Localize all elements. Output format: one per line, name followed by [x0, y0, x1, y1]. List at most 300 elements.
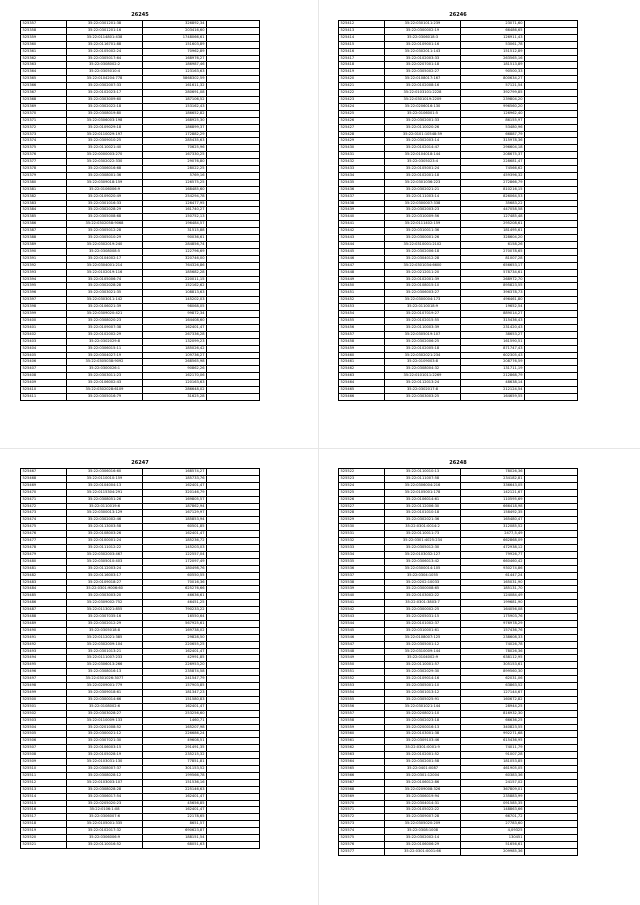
row-number-cell: 525367 [21, 90, 67, 97]
note-cell [207, 765, 260, 772]
value-cell: 168574,27 [143, 469, 207, 476]
table-row [21, 317, 260, 324]
cadastral-number-cell: 35:22:0304:1055 [385, 572, 461, 579]
value-cell: 60550,55 [143, 572, 207, 579]
table-row [21, 304, 260, 311]
value-cell: 157436,76 [461, 627, 525, 634]
row-number-cell: 525496 [21, 669, 67, 676]
row-number-cell: 525430 [339, 145, 385, 152]
value-cell: 235883,99 [461, 793, 525, 800]
note-cell [525, 393, 578, 400]
note-cell [207, 380, 260, 387]
value-cell: 91007,28 [461, 752, 525, 759]
value-cell: 186899,37 [143, 124, 207, 131]
note-cell [525, 835, 578, 842]
table-row [339, 317, 578, 324]
table-row [21, 380, 260, 387]
note-cell [525, 572, 578, 579]
note-cell [525, 242, 578, 249]
cadastral-number-cell: 35:22:0302003:23 [385, 207, 461, 214]
cadastral-number-cell: 35:22:0306016:68 [67, 166, 143, 173]
value-cell: 225146,63 [143, 786, 207, 793]
note-cell [207, 83, 260, 90]
table-row [339, 297, 578, 304]
value-cell: 168485,60 [143, 186, 207, 193]
table-row [339, 669, 578, 676]
note-cell [207, 772, 260, 779]
cadastral-number-cell: 35:22:0309002:752 [67, 600, 143, 607]
value-cell: 091585,35 [461, 800, 525, 807]
row-number-cell: 525533 [339, 544, 385, 551]
row-number-cell: 525539 [339, 586, 385, 593]
value-cell: 212868,79 [461, 373, 525, 380]
value-cell: 16550,64 [143, 614, 207, 621]
table-row [339, 600, 578, 607]
row-number-cell: 525483 [21, 579, 67, 586]
value-cell: 185682,28 [143, 269, 207, 276]
value-cell: 68051,63 [143, 841, 207, 848]
note-cell [207, 179, 260, 186]
cadastral-number-cell: 35:22:0110021:40 [67, 145, 143, 152]
cadastral-number-cell: 35:22:0401:0087 [385, 765, 461, 772]
table-row [21, 235, 260, 242]
value-cell: 578734,61 [461, 269, 525, 276]
row-number-cell: 525357 [21, 21, 67, 28]
table-row [21, 565, 260, 572]
value-cell: 66486,65 [461, 27, 525, 34]
row-number-cell: 525399 [21, 311, 67, 318]
table-row [339, 387, 578, 394]
row-number-cell: 525477 [21, 538, 67, 545]
cadastral-number-cell: 35:22:0109029:18 [67, 124, 143, 131]
row-number-cell: 525495 [21, 662, 67, 669]
table-row [339, 331, 578, 338]
note-cell [525, 641, 578, 648]
note-cell [525, 311, 578, 318]
row-number-cell: 525512 [21, 779, 67, 786]
value-cell: 764326,86 [143, 262, 207, 269]
cadastral-number-cell: 35:22:0306018:3 [385, 34, 461, 41]
row-number-cell: 525564 [339, 759, 385, 766]
row-number-cell: 525358 [21, 27, 67, 34]
value-cell: 235215,32 [143, 752, 207, 759]
row-number-cell: 525562 [339, 745, 385, 752]
value-cell: 122557,04 [143, 551, 207, 558]
value-cell: 199681,90 [461, 600, 525, 607]
table-row [339, 103, 578, 110]
value-cell: 172097,49 [143, 558, 207, 565]
value-cell: 181347,23 [143, 690, 207, 697]
table-row [21, 166, 260, 173]
note-cell [525, 387, 578, 394]
row-number-cell: 525376 [21, 152, 67, 159]
note-cell [207, 496, 260, 503]
value-cell: 28022,25 [143, 166, 207, 173]
row-number-cell: 525501 [21, 703, 67, 710]
table-row [339, 828, 578, 835]
cadastral-number-cell: 35:22:0301201:38 [67, 21, 143, 28]
value-cell: 239804,20 [461, 96, 525, 103]
value-cell: 23071,60 [461, 21, 525, 28]
row-number-cell: 525528 [339, 510, 385, 517]
table-row [21, 544, 260, 551]
table-row [339, 841, 578, 848]
row-number-cell: 525424 [339, 103, 385, 110]
row-number-cell: 525366 [21, 83, 67, 90]
cadastral-number-cell: 35:22:0109020:49 [67, 193, 143, 200]
note-cell [207, 317, 260, 324]
value-cell: 187106,52 [143, 96, 207, 103]
cadastral-number-cell: 35:22:0305010:29 [67, 235, 143, 242]
table-row [339, 34, 578, 41]
row-number-cell: 525537 [339, 572, 385, 579]
row-number-cell: 525573 [339, 821, 385, 828]
table-row [339, 634, 578, 641]
row-number-cell: 525411 [21, 393, 67, 400]
cadastral-number-cell: 35:22:0110003:39 [385, 324, 461, 331]
value-cell: 98068,05 [143, 304, 207, 311]
row-number-cell: 525514 [21, 793, 67, 800]
cadastral-number-cell: 35:22:0304027:19 [67, 352, 143, 359]
row-number-cell: 525555 [339, 696, 385, 703]
table-row [21, 255, 260, 262]
table-row [339, 620, 578, 627]
row-number-cell: 525375 [21, 145, 67, 152]
value-cell: 165031,90 [461, 579, 525, 586]
cadastral-number-cell: 35:22:0302022:330 [67, 159, 143, 166]
row-number-cell: 525472 [21, 503, 67, 510]
value-cell: 203416,60 [143, 27, 207, 34]
table-row [21, 269, 260, 276]
note-cell [525, 262, 578, 269]
note-cell [207, 786, 260, 793]
value-cell: 77851,81 [143, 759, 207, 766]
page-gutter-horizontal [0, 448, 640, 449]
value-cell: 899560,30 [461, 669, 525, 676]
value-cell: 295208,61 [461, 221, 525, 228]
row-number-cell: 525544 [339, 620, 385, 627]
table-row [339, 510, 578, 517]
note-cell [525, 207, 578, 214]
row-number-cell: 525396 [21, 290, 67, 297]
row-number-cell: 525463 [339, 373, 385, 380]
value-cell: 28944,25 [461, 703, 525, 710]
cadastral-number-cell: 35:22:0112021:385 [67, 634, 143, 641]
note-cell [525, 724, 578, 731]
table-row [339, 338, 578, 345]
value-cell: 79926,77 [461, 551, 525, 558]
row-number-cell: 525418 [339, 62, 385, 69]
note-cell [525, 283, 578, 290]
cadastral-number-cell: 35:22:0302001:58 [385, 759, 461, 766]
row-number-cell: 525443 [339, 235, 385, 242]
cadastral-number-cell: 35:22:0303003:25 [385, 393, 461, 400]
cadastral-number-cell: 35:22:0104004:13 [67, 482, 143, 489]
cadastral-number-cell: 35:22:0112003:24 [67, 565, 143, 572]
row-number-cell: 525432 [339, 159, 385, 166]
cadastral-number-cell: 35:22:0110020:26 [385, 124, 461, 131]
table-row [21, 517, 260, 524]
note-cell [525, 752, 578, 759]
cadastral-number-cell: 35:22:0309018:61 [67, 690, 143, 697]
value-cell: 161590,51 [461, 338, 525, 345]
cadastral-number-cell: 35:22:0310011:36 [385, 228, 461, 235]
note-cell [525, 469, 578, 476]
value-cell: 151536,16 [143, 779, 207, 786]
note-cell [207, 752, 260, 759]
note-cell [525, 380, 578, 387]
cadastral-number-cell: 35:22:0305008:68 [67, 214, 143, 221]
note-cell [207, 338, 260, 345]
cadastral-number-cell: 35:22:0102005:18 [385, 345, 461, 352]
value-cell: 162401,47 [143, 531, 207, 538]
cadastral-number-cell: 35:22:0305001:10 [385, 683, 461, 690]
cadastral-number-cell: 35:22:0301013:12 [385, 690, 461, 697]
row-number-cell: 525389 [21, 242, 67, 249]
note-cell [207, 34, 260, 41]
cadastral-number-cell: 35:22:0302003:14 [385, 138, 461, 145]
row-number-cell: 525570 [339, 800, 385, 807]
note-cell [207, 248, 260, 255]
table-row [339, 662, 578, 669]
value-cell: 86155,97 [461, 117, 525, 124]
row-number-cell: 525450 [339, 283, 385, 290]
cadastral-number-cell: 35:22:0308028:28 [67, 786, 143, 793]
value-cell: 61447,24 [461, 572, 525, 579]
value-cell: 301153,52 [143, 765, 207, 772]
note-cell [525, 544, 578, 551]
table-row [339, 835, 578, 842]
cadastral-number-cell: 35:22:0302012:29 [67, 620, 143, 627]
cadastral-number-cell: 35:22:0111012:22 [67, 544, 143, 551]
row-number-cell: 525448 [339, 269, 385, 276]
document-page [20, 460, 260, 849]
row-number-cell: 525451 [339, 290, 385, 297]
value-cell: 126911,43 [461, 34, 525, 41]
note-cell [207, 703, 260, 710]
cadastral-number-cell: 35:22:0301034:6600 [385, 262, 461, 269]
table-row [21, 193, 260, 200]
table-row [339, 696, 578, 703]
row-number-cell: 525551 [339, 669, 385, 676]
table-row [21, 359, 260, 366]
row-number-cell: 525455 [339, 317, 385, 324]
table-row [21, 807, 260, 814]
row-number-cell: 525425 [339, 110, 385, 117]
row-number-cell: 525394 [21, 276, 67, 283]
cadastral-number-cell: 35:22:0310001:61 [385, 627, 461, 634]
table-row [21, 662, 260, 669]
value-cell: 895823,55 [461, 283, 525, 290]
row-number-cell: 525431 [339, 152, 385, 159]
table-row [21, 387, 260, 394]
note-cell [525, 124, 578, 131]
cadastral-number-cell: 35:22:0305023:4 [385, 159, 461, 166]
row-number-cell: 525410 [21, 387, 67, 394]
row-number-cell: 525498 [21, 683, 67, 690]
value-cell: 29828,50 [143, 634, 207, 641]
row-number-cell: 525378 [21, 166, 67, 173]
cadastral-number-cell: 35:22:0302023:18 [385, 717, 461, 724]
cadastral-number-cell: 35:22:0308:1008 [385, 828, 461, 835]
cadastral-number-cell: 35:22:0116003:17 [67, 572, 143, 579]
row-number-cell: 525361 [21, 48, 67, 55]
value-cell: 220655,25 [143, 641, 207, 648]
note-cell [525, 96, 578, 103]
row-number-cell: 525529 [339, 517, 385, 524]
value-cell: 70016,36 [143, 579, 207, 586]
cadastral-number-cell: 35:22:0302017:8 [385, 387, 461, 394]
note-cell [207, 489, 260, 496]
note-cell [207, 841, 260, 848]
value-cell: 185853,94 [143, 517, 207, 524]
row-number-cell: 525461 [339, 359, 385, 366]
table-row [339, 152, 578, 159]
table-row [339, 765, 578, 772]
table-row [339, 489, 578, 496]
note-cell [525, 48, 578, 55]
table-row [21, 800, 260, 807]
value-cell: 53480,96 [461, 124, 525, 131]
row-number-cell: 525565 [339, 765, 385, 772]
cadastral-number-cell: 35:22:0305010:403 [67, 558, 143, 565]
note-cell [525, 614, 578, 621]
value-cell: 272866,79 [461, 179, 525, 186]
row-number-cell: 525412 [339, 21, 385, 28]
value-cell: 109736,27 [143, 352, 207, 359]
table-row [339, 235, 578, 242]
cadastral-number-cell: 35:22:0114801:438 [67, 34, 143, 41]
note-cell [525, 21, 578, 28]
row-number-cell: 525505 [21, 731, 67, 738]
value-cell: 124084,49 [461, 593, 525, 600]
value-cell: 185026,42 [143, 345, 207, 352]
table-row [339, 627, 578, 634]
value-cell: 340823,55 [461, 724, 525, 731]
note-cell [207, 648, 260, 655]
row-number-cell: 525473 [21, 510, 67, 517]
note-cell [525, 159, 578, 166]
table-row [21, 96, 260, 103]
table-row [21, 345, 260, 352]
note-cell [207, 276, 260, 283]
table-row [339, 48, 578, 55]
value-cell: 63863,52 [461, 683, 525, 690]
table-row [339, 821, 578, 828]
note-cell [525, 786, 578, 793]
row-number-cell: 525542 [339, 607, 385, 614]
cadastral-number-cell: 35:22:0309010:25 [67, 138, 143, 145]
cadastral-number-cell: 35:22:0111007:233 [67, 655, 143, 662]
note-cell [207, 41, 260, 48]
value-cell: 131711,19 [461, 366, 525, 373]
row-number-cell: 525437 [339, 193, 385, 200]
table-row [339, 586, 578, 593]
row-number-cell: 525547 [339, 641, 385, 648]
note-cell [525, 551, 578, 558]
row-number-cell: 525569 [339, 793, 385, 800]
row-number-cell: 525457 [339, 331, 385, 338]
cadastral-number-cell: 35:22:0102015:55 [385, 317, 461, 324]
row-number-cell: 525497 [21, 676, 67, 683]
table-row [21, 152, 260, 159]
row-number-cell: 525434 [339, 172, 385, 179]
value-cell: 208776,59 [461, 359, 525, 366]
note-cell [525, 710, 578, 717]
row-number-cell: 525420 [339, 76, 385, 83]
cadastral-number-cell: 35:22:0308001:36 [67, 172, 143, 179]
row-number-cell: 525459 [339, 345, 385, 352]
cadastral-number-cell: 35:22:0302001:33 [385, 117, 461, 124]
table-row [339, 69, 578, 76]
cadastral-number-cell: 35:22:0305002:27 [385, 69, 461, 76]
row-number-cell: 525460 [339, 352, 385, 359]
cadastral-number-cell: 35:22:0303021:35 [67, 290, 143, 297]
cadastral-number-cell: 35:22:0103031:130 [67, 759, 143, 766]
value-cell: 145202,03 [143, 297, 207, 304]
note-cell [525, 662, 578, 669]
note-cell [207, 800, 260, 807]
cadastral-number-cell: 35:22:0105001:335 [67, 821, 143, 828]
table-row [21, 138, 260, 145]
value-cell: 662868,09 [461, 538, 525, 545]
note-cell [207, 62, 260, 69]
table-row [339, 551, 578, 558]
note-cell [525, 338, 578, 345]
cadastral-number-cell: 35:22:0110011:73 [385, 531, 461, 538]
note-cell [207, 200, 260, 207]
row-number-cell: 525511 [21, 772, 67, 779]
page-number-heading: 26248 [449, 460, 467, 466]
note-cell [207, 228, 260, 235]
value-cell: 930274,86 [461, 565, 525, 572]
note-cell [207, 255, 260, 262]
row-number-cell: 525428 [339, 131, 385, 138]
value-cell: 31625,28 [143, 393, 207, 400]
table-row [339, 779, 578, 786]
table-row [339, 517, 578, 524]
cadastral-number-cell: 35:22:0308016:13 [67, 669, 143, 676]
value-cell: 268972,70 [461, 276, 525, 283]
note-cell [207, 531, 260, 538]
value-cell: 161611,32 [143, 83, 207, 90]
value-cell: 175903,76 [461, 614, 525, 621]
row-number-cell: 525491 [21, 634, 67, 641]
note-cell [525, 620, 578, 627]
table-row [21, 214, 260, 221]
note-cell [207, 482, 260, 489]
note-cell [525, 27, 578, 34]
value-cell: 29076,80 [143, 159, 207, 166]
table-row [339, 731, 578, 738]
row-number-cell: 525517 [21, 814, 67, 821]
cadastral-number-cell: 35:22:0308007:37 [67, 765, 143, 772]
row-number-cell: 525492 [21, 641, 67, 648]
value-cell: 315978,36 [461, 138, 525, 145]
cadastral-number-cell: 35:22:0301201:16 [67, 27, 143, 34]
value-cell: 208675,37 [461, 152, 525, 159]
cadastral-number-cell: 35:22:0308028:12 [67, 772, 143, 779]
table-row [339, 255, 578, 262]
cadastral-number-cell: 35:22:0306013:266 [67, 662, 143, 669]
value-cell: 46451,25 [143, 600, 207, 607]
table-row [21, 600, 260, 607]
value-cell: 74011,79 [461, 745, 525, 752]
note-cell [525, 255, 578, 262]
note-cell [525, 297, 578, 304]
cadastral-number-cell: 35:22:0106:1:08 [67, 807, 143, 814]
cadastral-number-cell: 35:22:0301013:21 [67, 648, 143, 655]
